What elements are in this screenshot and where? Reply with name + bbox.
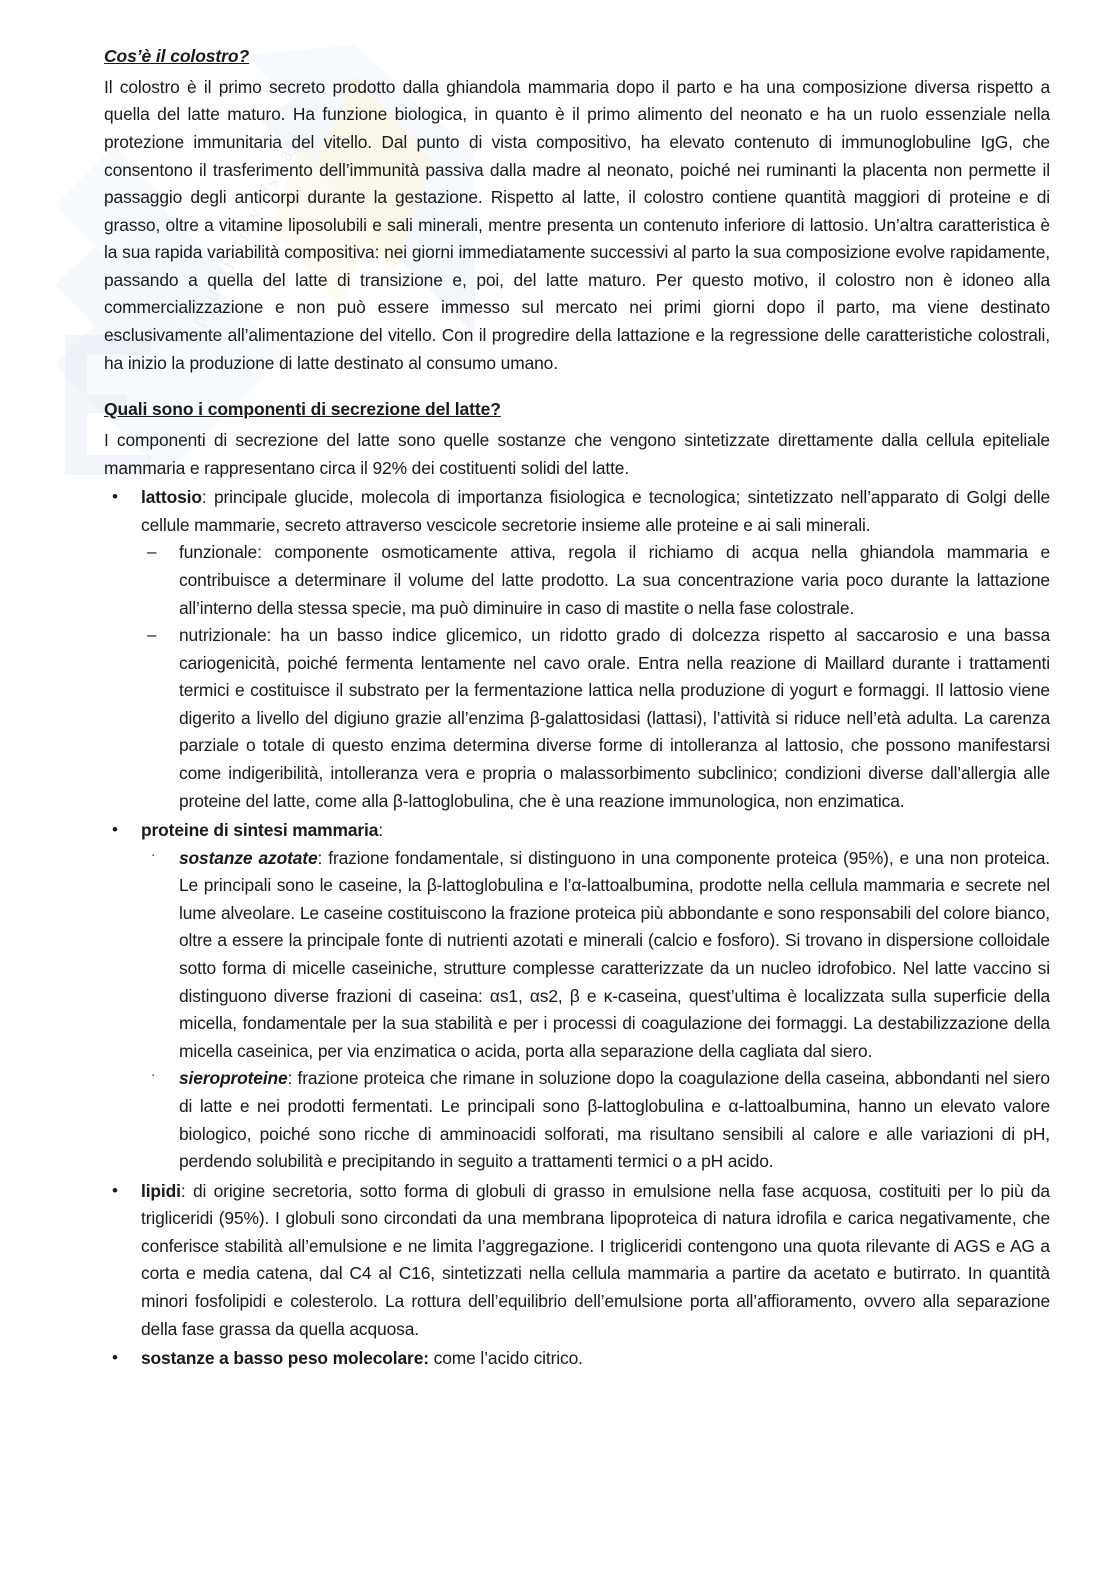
sub-item-lead: sieroproteine (179, 1068, 288, 1089)
section-paragraph-colostro: Il colostro è il primo secreto prodotto dalla ghiandola mammaria dopo il parto e ha una composizione diversa rispetto a quella del latte maturo. Ha funzione biologica, in quanto è il primo alimento del neonato e ha un ruolo essenziale nella protezione immunitaria del vitello. Dal punto di vista compositivo, ha elevato contenuto di immunoglobuline IgG, che consentono il trasferimento dell’immunità passiva dalla madre al neonato, poiché nei ruminanti la placenta non permette il passaggio degli anticorpi durante la gestazione. Rispetto al latte, il colostro contiene quantità maggiori di proteine e di grasso, oltre a vitamine liposolubili e sali minerali, mentre presenta un contenuto inferiore di lattosio. Un’altra caratteristica è la sua rapida variabilità compositiva: nei giorni immediatamente successivi al parto la sua composizione evolve rapidamente, passando a quella del latte di transizione e, poi, del latte maturo. Per questo motivo, il colostro non è idoneo alla commercializzazione e non può essere immesso sul mercato nei primi giorni dopo il parto, ma viene destinato esclusivamente all’alimentazione del vitello. Con il progredire della lattazione e la regressione delle caratteristiche colostrali, ha inizio la produzione di latte destinato al consumo umano. (104, 76, 1050, 373)
list-item-funzionale (141, 539, 1050, 622)
list-item-lipidi (104, 1178, 1050, 1343)
bullet-disc-icon: • (112, 487, 118, 507)
list-item-separator: : (201, 487, 214, 508)
section-heading-colostro: Cos’è il colostro? (104, 46, 250, 66)
sub-item-text: funzionale: componente osmoticamente attiva, regola il richiamo di acqua nella ghiandola mammaria e contribuisce a determinare il volume del latte prodotto. La sua concentrazione varia poco durante la lattazione all’interno della stessa specie, ma può diminuire in caso di mastite o nella fase colostrale. (179, 542, 1050, 618)
bullet-dot-icon: · (151, 846, 156, 862)
list-item-lead: lattosio (141, 487, 202, 508)
section-paragraph-componenti: I componenti di secrezione del latte sono quelle sostanze che vengono sintetizzate direttamente dalla cellula epiteliale mammaria e rappresentano circa il 92% dei costituenti solidi del latte. (104, 430, 1050, 478)
section-heading-componenti: Quali sono i componenti di secrezione del latte? (104, 399, 501, 420)
list-item-lattosio (104, 484, 1050, 815)
proteine-sublist (141, 845, 1050, 1176)
list-item-text: principale glucide, molecola di importanza fisiologica e tecnologica; sintetizzato nell’apparato di Golgi delle cellule mammarie, secreto attraverso vescicole secretorie insieme alle proteine e ai sali minerali. (141, 487, 1050, 535)
bullet-disc-icon: • (112, 1180, 118, 1200)
list-item-proteine (104, 817, 1050, 1176)
bullet-disc-icon: • (112, 1348, 118, 1368)
bullet-disc-icon: • (112, 820, 118, 840)
list-item-text: come l’acido citrico. (433, 1348, 583, 1369)
components-list (104, 484, 1050, 1373)
list-item-separator: : (378, 820, 384, 841)
lattosio-sublist (141, 539, 1050, 815)
list-item-basso-peso-molecolare (104, 1345, 1050, 1373)
sub-item-text: frazione fondamentale, si distinguono in una componente proteica (95%), e una non proteica. Le principali sono le caseine, la β-lattoglobulina e l’α-lattoalbumina, prodotte nella cellula mammaria e secrete nel lume alveolare. Le caseine costituiscono la frazione proteica più abbondante e sono responsabili del colore bianco, oltre a essere la principale fonte di nutrienti azotati e minerali (calcio e fosforo). Si trovano in dispersione colloidale sotto forma di micelle caseiniche, strutture complesse caratterizzate da un nucleo idrofobico. Nel latte vaccino si distinguono diverse frazioni di caseina: αs1, αs2, β e κ-caseina, quest’ultima è localizzata sulla superficie della micella, fondamentale per la sua stabilità e per i processi di coagulazione dei formaggi. La destabilizzazione della micella caseinica, per via enzimatica o acida, porta alla separazione della cagliata dal siero. (179, 847, 1050, 1061)
sub-item-separator: : (287, 1068, 298, 1089)
bullet-dash-icon: – (147, 625, 157, 645)
sub-item-text: nutrizionale: ha un basso indice glicemico, un ridotto grado di dolcezza rispetto al saccarosio e una bassa cariogenicità, poiché fermenta lentamente nel cavo orale. Entra nella reazione di Maillard durante i trattamenti termici e costituisce il substrato per la fermentazione lattica nella produzione di yogurt e formaggi. Il lattosio viene digerito a livello del digiuno grazie all’enzima β-galattosidasi (lattasi), l’attività si riduce nell’età adulta. La carenza parziale o totale di questo enzima determina diverse forme di intolleranza al lattosio, che possono manifestarsi come indigeribilità, intolleranza vera e propria o malassorbimento subclinico; condizioni diverse dall’allergia alle proteine del latte, come alla β-lattoglobulina, che è una reazione immunologica, non enzimatica. (179, 625, 1050, 811)
list-item-separator: : (180, 1180, 193, 1201)
list-item-nutrizionale (141, 622, 1050, 815)
list-item-lead: proteine di sintesi mammaria (141, 820, 379, 841)
watermark-text: Appunti universitari (175, 125, 309, 347)
bullet-dot-icon: · (151, 1067, 156, 1083)
sub-item-separator: : (317, 847, 329, 868)
list-item-lead: lipidi (141, 1180, 181, 1201)
list-item-sostanze-azotate (141, 845, 1050, 1066)
list-item-text: di origine secretoria, sotto forma di globuli di grasso in emulsione nella fase acquosa, costituiti per lo più da trigliceridi (95%). I globuli sono circondati da una membrana lipoproteica di natura idrofila e carica negativamente, che conferisce stabilità all’emulsione e ne limita l’aggregazione. I trigliceridi contengono una quota rilevante di AGS e AG a corta e media catena, dal C4 al C16, sintetizzati nella cellula mammaria a partire da acetato e butirrato. In quantità minori fosfolipidi e colesterolo. La rottura dell’equilibrio dell’emulsione porta all’affioramento, ovvero alla separazione della fase grassa da quella acquosa. (141, 1180, 1050, 1339)
sub-item-lead: sostanze azotate (179, 847, 318, 868)
list-item-sieroproteine (141, 1065, 1050, 1175)
bullet-dash-icon: – (147, 542, 157, 562)
list-item-lead: sostanze a basso peso molecolare: (141, 1348, 429, 1369)
sub-item-text: frazione proteica che rimane in soluzione dopo la coagulazione della caseina, abbondanti nel siero di latte e nei prodotti fermentati. Le principali sono β-lattoglobulina e α-lattoalbumina, hanno un elevato valore biologico, poiché sono ricche di amminoacidi solforati, ma risultano sensibili al calore e alle variazioni di pH, perdendo solubilità e precipitando in seguito a trattamenti termici o a pH acido. (179, 1068, 1050, 1172)
